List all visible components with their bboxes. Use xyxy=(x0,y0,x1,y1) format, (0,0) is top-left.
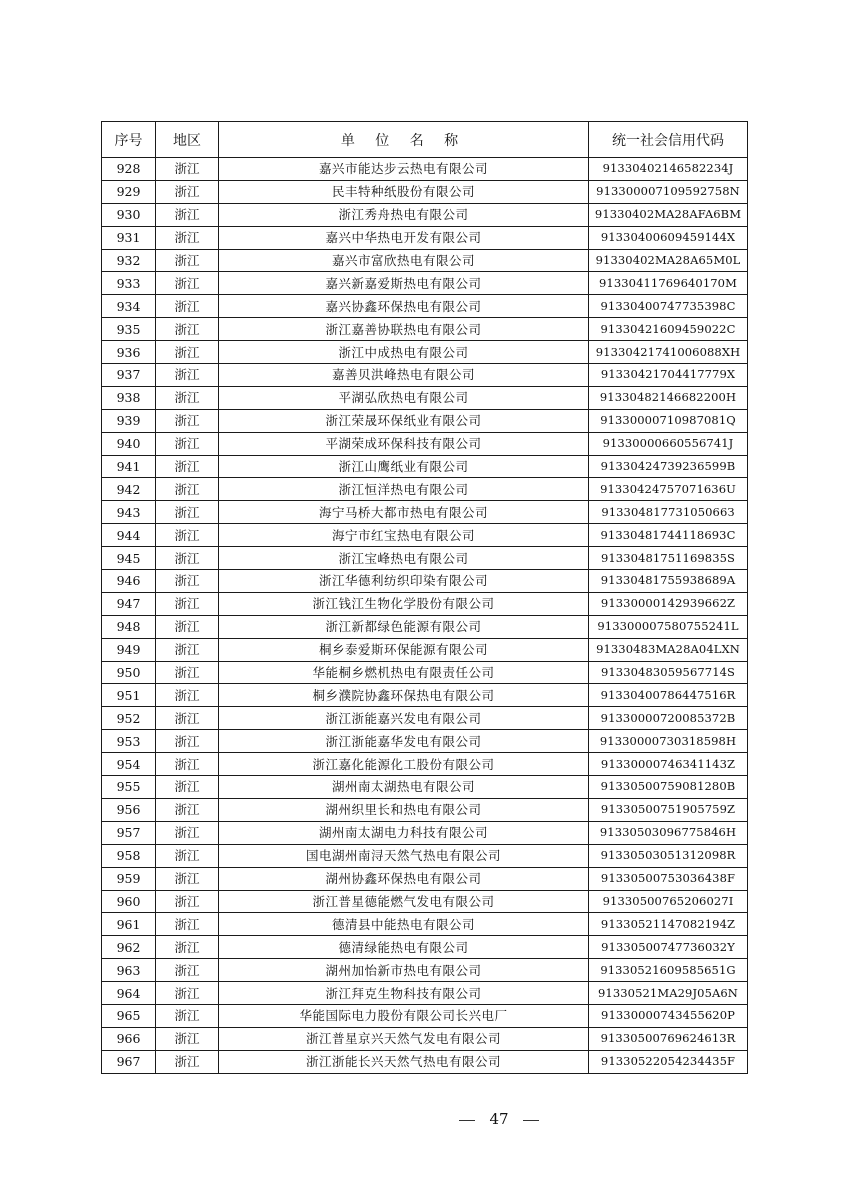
table-row xyxy=(102,730,748,753)
cell-region: 浙江 xyxy=(156,386,219,409)
table-row xyxy=(102,844,748,867)
cell-region: 浙江 xyxy=(156,684,219,707)
cell-company-name: 湖州南太湖电力科技有限公司 xyxy=(219,821,589,844)
table-row xyxy=(102,180,748,203)
cell-region: 浙江 xyxy=(156,1050,219,1073)
cell-region: 浙江 xyxy=(156,798,219,821)
cell-company-name: 嘉兴中华热电开发有限公司 xyxy=(219,226,589,249)
cell-company-name: 浙江钱江生物化学股份有限公司 xyxy=(219,592,589,615)
cell-credit-code: 91330402146582234J xyxy=(589,158,748,181)
table-row xyxy=(102,272,748,295)
cell-index: 943 xyxy=(102,501,156,524)
cell-index: 929 xyxy=(102,180,156,203)
table-row xyxy=(102,638,748,661)
cell-index: 937 xyxy=(102,364,156,387)
cell-index: 930 xyxy=(102,203,156,226)
cell-company-name: 浙江新都绿色能源有限公司 xyxy=(219,615,589,638)
cell-credit-code: 91330000660556741J xyxy=(589,432,748,455)
cell-region: 浙江 xyxy=(156,982,219,1005)
cell-region: 浙江 xyxy=(156,341,219,364)
header-company-name: 单 位 名 称 xyxy=(219,122,589,158)
table-row xyxy=(102,478,748,501)
cell-company-name: 湖州加怡新市热电有限公司 xyxy=(219,959,589,982)
table-row xyxy=(102,913,748,936)
cell-region: 浙江 xyxy=(156,592,219,615)
cell-company-name: 嘉善贝洪峰热电有限公司 xyxy=(219,364,589,387)
cell-region: 浙江 xyxy=(156,776,219,799)
cell-credit-code: 91330521609585651G xyxy=(589,959,748,982)
cell-region: 浙江 xyxy=(156,913,219,936)
cell-company-name: 浙江山鹰纸业有限公司 xyxy=(219,455,589,478)
table-row xyxy=(102,684,748,707)
cell-credit-code: 91330000710987081Q xyxy=(589,409,748,432)
cell-company-name: 德清绿能热电有限公司 xyxy=(219,936,589,959)
cell-index: 948 xyxy=(102,615,156,638)
cell-index: 956 xyxy=(102,798,156,821)
table-row xyxy=(102,798,748,821)
cell-company-name: 嘉兴新嘉爱斯热电有限公司 xyxy=(219,272,589,295)
cell-company-name: 华能桐乡燃机热电有限责任公司 xyxy=(219,661,589,684)
cell-index: 955 xyxy=(102,776,156,799)
cell-index: 931 xyxy=(102,226,156,249)
cell-index: 963 xyxy=(102,959,156,982)
table-row xyxy=(102,364,748,387)
cell-region: 浙江 xyxy=(156,272,219,295)
cell-credit-code: 91330481744118693C xyxy=(589,524,748,547)
table-row xyxy=(102,707,748,730)
cell-region: 浙江 xyxy=(156,936,219,959)
cell-company-name: 浙江嘉善协联热电有限公司 xyxy=(219,318,589,341)
cell-company-name: 嘉兴协鑫环保热电有限公司 xyxy=(219,295,589,318)
cell-company-name: 华能国际电力股份有限公司长兴电厂 xyxy=(219,1004,589,1027)
cell-company-name: 浙江华德利纺织印染有限公司 xyxy=(219,570,589,593)
cell-company-name: 湖州南太湖热电有限公司 xyxy=(219,776,589,799)
table-row xyxy=(102,295,748,318)
cell-credit-code: 91330421741006088XH xyxy=(589,341,748,364)
cell-credit-code: 91330500759081280B xyxy=(589,776,748,799)
cell-region: 浙江 xyxy=(156,821,219,844)
cell-index: 934 xyxy=(102,295,156,318)
cell-company-name: 桐乡濮院协鑫环保热电有限公司 xyxy=(219,684,589,707)
cell-region: 浙江 xyxy=(156,959,219,982)
table-row xyxy=(102,409,748,432)
table-row xyxy=(102,776,748,799)
cell-index: 953 xyxy=(102,730,156,753)
cell-credit-code: 91330500747736032Y xyxy=(589,936,748,959)
cell-region: 浙江 xyxy=(156,364,219,387)
cell-credit-code: 91330483MA28A04LXN xyxy=(589,638,748,661)
header-row xyxy=(102,122,748,158)
cell-index: 958 xyxy=(102,844,156,867)
table-row xyxy=(102,547,748,570)
cell-index: 965 xyxy=(102,1004,156,1027)
cell-region: 浙江 xyxy=(156,547,219,570)
cell-region: 浙江 xyxy=(156,1004,219,1027)
cell-company-name: 浙江普星德能燃气发电有限公司 xyxy=(219,890,589,913)
cell-region: 浙江 xyxy=(156,638,219,661)
table-row xyxy=(102,1027,748,1050)
cell-index: 947 xyxy=(102,592,156,615)
cell-credit-code: 91330521MA29J05A6N xyxy=(589,982,748,1005)
table-body xyxy=(102,158,748,1074)
cell-company-name: 浙江宝峰热电有限公司 xyxy=(219,547,589,570)
cell-company-name: 民丰特种纸股份有限公司 xyxy=(219,180,589,203)
company-list-table xyxy=(101,121,748,1074)
cell-region: 浙江 xyxy=(156,295,219,318)
cell-region: 浙江 xyxy=(156,1027,219,1050)
cell-region: 浙江 xyxy=(156,524,219,547)
cell-company-name: 湖州织里长和热电有限公司 xyxy=(219,798,589,821)
table-row xyxy=(102,592,748,615)
cell-company-name: 平湖弘欣热电有限公司 xyxy=(219,386,589,409)
cell-index: 952 xyxy=(102,707,156,730)
cell-region: 浙江 xyxy=(156,203,219,226)
cell-credit-code: 91330503096775846H xyxy=(589,821,748,844)
table-row xyxy=(102,615,748,638)
table-row xyxy=(102,936,748,959)
cell-credit-code: 91330500765206027I xyxy=(589,890,748,913)
page-number-footer xyxy=(0,1110,848,1128)
cell-company-name: 国电湖州南浔天然气热电有限公司 xyxy=(219,844,589,867)
cell-index: 942 xyxy=(102,478,156,501)
cell-credit-code: 91330000720085372B xyxy=(589,707,748,730)
cell-index: 967 xyxy=(102,1050,156,1073)
cell-credit-code: 913300007580755241L xyxy=(589,615,748,638)
table-row xyxy=(102,867,748,890)
cell-index: 935 xyxy=(102,318,156,341)
cell-credit-code: 91330500751905759Z xyxy=(589,798,748,821)
cell-region: 浙江 xyxy=(156,180,219,203)
table-row xyxy=(102,386,748,409)
table-row xyxy=(102,959,748,982)
cell-region: 浙江 xyxy=(156,661,219,684)
cell-credit-code: 91330400609459144X xyxy=(589,226,748,249)
cell-credit-code: 91330481751169835S xyxy=(589,547,748,570)
cell-credit-code: 91330400747735398C xyxy=(589,295,748,318)
cell-credit-code: 91330503051312098R xyxy=(589,844,748,867)
cell-company-name: 平湖荣成环保科技有限公司 xyxy=(219,432,589,455)
cell-index: 964 xyxy=(102,982,156,1005)
cell-index: 957 xyxy=(102,821,156,844)
cell-company-name: 海宁马桥大都市热电有限公司 xyxy=(219,501,589,524)
table-row xyxy=(102,341,748,364)
cell-company-name: 浙江浙能嘉兴发电有限公司 xyxy=(219,707,589,730)
table-row xyxy=(102,570,748,593)
header-credit-code: 统一社会信用代码 xyxy=(589,122,748,158)
cell-company-name: 德清县中能热电有限公司 xyxy=(219,913,589,936)
cell-company-name: 浙江中成热电有限公司 xyxy=(219,341,589,364)
table-row xyxy=(102,821,748,844)
cell-region: 浙江 xyxy=(156,455,219,478)
cell-credit-code: 91330481755938689A xyxy=(589,570,748,593)
cell-index: 941 xyxy=(102,455,156,478)
cell-index: 959 xyxy=(102,867,156,890)
table-row xyxy=(102,524,748,547)
header-index: 序号 xyxy=(102,122,156,158)
cell-region: 浙江 xyxy=(156,730,219,753)
cell-index: 962 xyxy=(102,936,156,959)
table-row xyxy=(102,1050,748,1073)
cell-company-name: 浙江恒洋热电有限公司 xyxy=(219,478,589,501)
cell-region: 浙江 xyxy=(156,158,219,181)
cell-credit-code: 91330411769640170M xyxy=(589,272,748,295)
cell-region: 浙江 xyxy=(156,501,219,524)
cell-credit-code: 91330424757071636U xyxy=(589,478,748,501)
cell-credit-code: 91330481773105066З xyxy=(589,501,748,524)
cell-credit-code: 913300007109592758N xyxy=(589,180,748,203)
cell-index: 938 xyxy=(102,386,156,409)
table-row xyxy=(102,203,748,226)
cell-company-name: 浙江秀舟热电有限公司 xyxy=(219,203,589,226)
cell-region: 浙江 xyxy=(156,478,219,501)
cell-region: 浙江 xyxy=(156,844,219,867)
header-region: 地区 xyxy=(156,122,219,158)
cell-company-name: 嘉兴市能达步云热电有限公司 xyxy=(219,158,589,181)
cell-index: 945 xyxy=(102,547,156,570)
cell-credit-code: 91330421609459022C xyxy=(589,318,748,341)
cell-region: 浙江 xyxy=(156,615,219,638)
cell-credit-code: 91330402MA28A65M0L xyxy=(589,249,748,272)
cell-company-name: 浙江荣晟环保纸业有限公司 xyxy=(219,409,589,432)
cell-company-name: 海宁市红宝热电有限公司 xyxy=(219,524,589,547)
table-row xyxy=(102,226,748,249)
cell-region: 浙江 xyxy=(156,432,219,455)
cell-index: 928 xyxy=(102,158,156,181)
cell-credit-code: 91330483059567714S xyxy=(589,661,748,684)
cell-credit-code: 91330000730318598H xyxy=(589,730,748,753)
cell-company-name: 浙江浙能嘉华发电有限公司 xyxy=(219,730,589,753)
cell-credit-code: 91330421704417779X xyxy=(589,364,748,387)
table-row xyxy=(102,318,748,341)
table-row xyxy=(102,455,748,478)
table-row xyxy=(102,982,748,1005)
cell-credit-code: 91330521147082194Z xyxy=(589,913,748,936)
cell-index: 944 xyxy=(102,524,156,547)
cell-company-name: 浙江嘉化能源化工股份有限公司 xyxy=(219,753,589,776)
cell-region: 浙江 xyxy=(156,890,219,913)
cell-region: 浙江 xyxy=(156,570,219,593)
cell-credit-code: 91330400786447516R xyxy=(589,684,748,707)
table-row xyxy=(102,1004,748,1027)
cell-credit-code: 91330000142939662Z xyxy=(589,592,748,615)
cell-credit-code: 91330482146682200H xyxy=(589,386,748,409)
cell-index: 954 xyxy=(102,753,156,776)
cell-company-name: 浙江浙能长兴天然气热电有限公司 xyxy=(219,1050,589,1073)
cell-region: 浙江 xyxy=(156,753,219,776)
cell-credit-code: 91330000743455620P xyxy=(589,1004,748,1027)
table-row xyxy=(102,661,748,684)
cell-index: 946 xyxy=(102,570,156,593)
cell-region: 浙江 xyxy=(156,249,219,272)
cell-index: 961 xyxy=(102,913,156,936)
table-row xyxy=(102,890,748,913)
cell-region: 浙江 xyxy=(156,867,219,890)
cell-index: 966 xyxy=(102,1027,156,1050)
cell-credit-code: 91330000746341143Z xyxy=(589,753,748,776)
cell-credit-code: 91330500769624613R xyxy=(589,1027,748,1050)
cell-index: 949 xyxy=(102,638,156,661)
cell-company-name: 桐乡泰爱斯环保能源有限公司 xyxy=(219,638,589,661)
table-row xyxy=(102,753,748,776)
cell-index: 936 xyxy=(102,341,156,364)
footer-dash-left xyxy=(459,1120,475,1121)
cell-company-name: 嘉兴市富欣热电有限公司 xyxy=(219,249,589,272)
cell-company-name: 浙江拜克生物科技有限公司 xyxy=(219,982,589,1005)
table-row xyxy=(102,158,748,181)
cell-region: 浙江 xyxy=(156,409,219,432)
footer-dash-right xyxy=(523,1120,539,1121)
cell-region: 浙江 xyxy=(156,226,219,249)
cell-company-name: 浙江普星京兴天然气发电有限公司 xyxy=(219,1027,589,1050)
cell-company-name: 湖州协鑫环保热电有限公司 xyxy=(219,867,589,890)
table-row xyxy=(102,432,748,455)
cell-index: 960 xyxy=(102,890,156,913)
page-number: 47 xyxy=(489,1110,509,1128)
cell-index: 939 xyxy=(102,409,156,432)
cell-region: 浙江 xyxy=(156,707,219,730)
cell-credit-code: 91330522054234435F xyxy=(589,1050,748,1073)
cell-index: 940 xyxy=(102,432,156,455)
table-header xyxy=(102,122,748,158)
cell-index: 932 xyxy=(102,249,156,272)
cell-index: 950 xyxy=(102,661,156,684)
cell-region: 浙江 xyxy=(156,318,219,341)
cell-index: 933 xyxy=(102,272,156,295)
cell-credit-code: 91330424739236599B xyxy=(589,455,748,478)
cell-credit-code: 91330500753036438F xyxy=(589,867,748,890)
cell-credit-code: 91330402MA28AFA6BM xyxy=(589,203,748,226)
cell-index: 951 xyxy=(102,684,156,707)
table-row xyxy=(102,501,748,524)
table-row xyxy=(102,249,748,272)
